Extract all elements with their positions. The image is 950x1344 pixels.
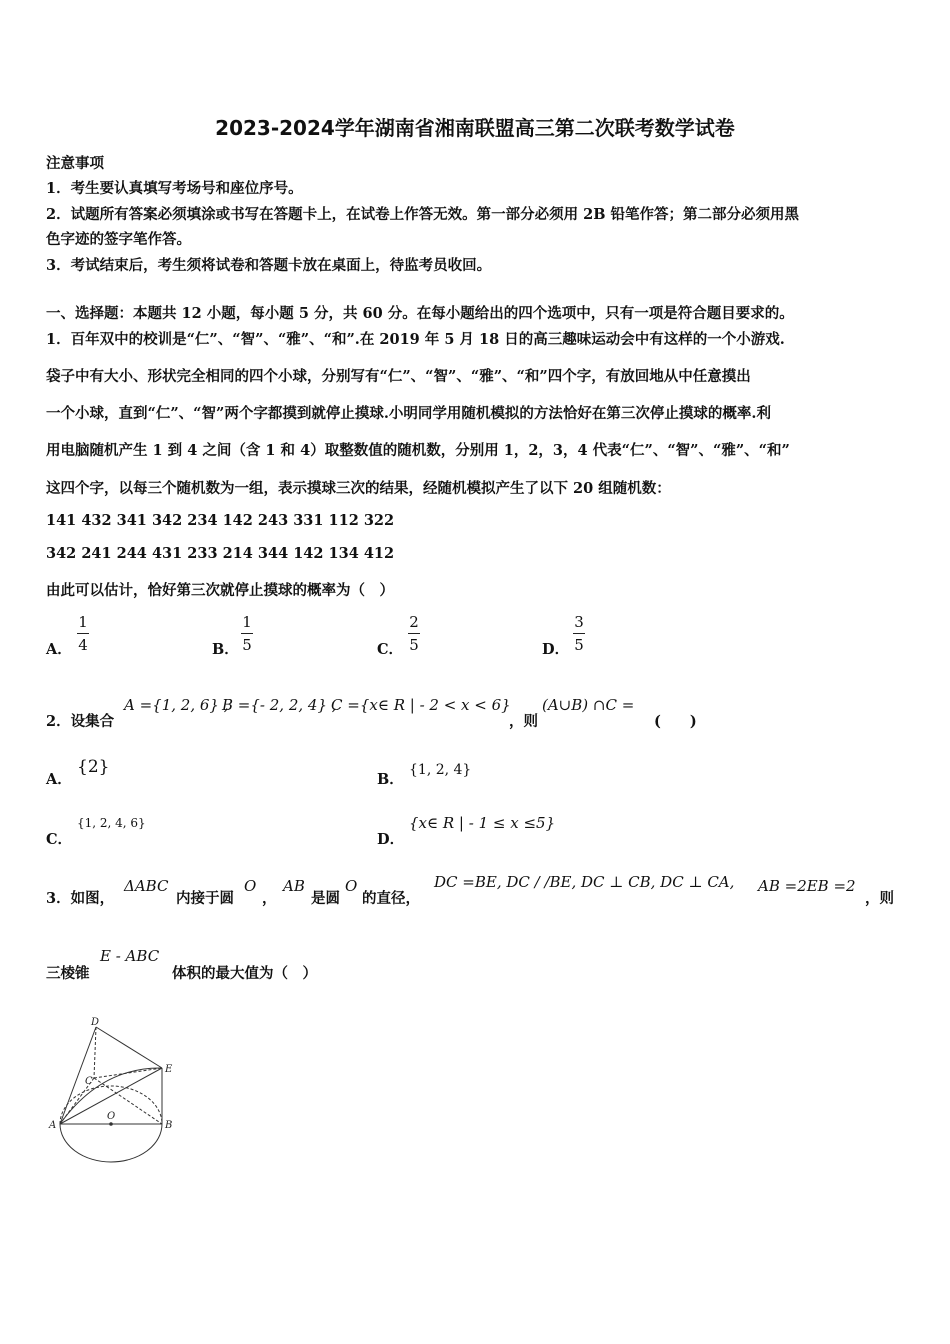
q1-line-2: 袋子中有大小、形状完全相同的四个小球，分别写有“仁”、“智”、“雅”、“和”四个字，有放回地从中任意摸出	[46, 368, 751, 385]
notice-item-1: 1．考生要认真填写考场号和座位序号。	[46, 180, 303, 197]
q3-text-1: 3．如图，	[46, 890, 115, 907]
q1-line-5: 这四个字，以每三个随机数为一组，表示摸球三次的结果，经随机模拟产生了以下 20 组随机数：	[46, 480, 671, 497]
q2-option-d-label: D．	[377, 831, 405, 848]
label-b: B	[165, 1120, 173, 1131]
q1-line-3: 一个小球，直到“仁”、“智”两个字都摸到就停止摸球.小明同学用随机模拟的方法恰好在第三次停止摸球的概率.利	[46, 405, 771, 422]
fraction-bar	[241, 633, 253, 634]
q1-random-numbers-1: 141 432 341 342 234 142 243 331 112 322	[46, 512, 395, 529]
label-o: O	[107, 1111, 116, 1122]
notice-item-2-cont: 色字迹的签字笔作答。	[46, 231, 191, 248]
q1-option-b-numerator: 1	[242, 613, 252, 631]
q3-math-conditions: DC =BE, DC / /BE, DC ⊥ CB, DC ⊥ CA,	[434, 873, 735, 891]
q1-line-1: 1．百年双中的校训是“仁”、“智”、“雅”、“和”.在 2019 年 5 月 18 日的高三趣味运动会中有这样的一个小游戏.	[46, 331, 785, 348]
notice-item-2: 2．试题所有答案必须填涂或书写在答题卡上，在试卷上作答无效。第一部分必须用 2B 铅笔作答；第二部分必须用黑	[46, 206, 800, 223]
q1-option-d-numerator: 3	[574, 613, 584, 631]
q2-prefix: 2．设集合	[46, 713, 115, 730]
notice-item-3: 3．考试结束后，考生须将试卷和答题卡放在桌面上，待监考员收回。	[46, 257, 492, 274]
page-title: 2023-2024学年湖南省湘南联盟高三第二次联考数学试卷	[215, 116, 735, 140]
q3-math-circle: O	[244, 877, 257, 895]
q1-option-b-denominator: 5	[242, 636, 252, 654]
q1-option-d-fraction	[573, 613, 585, 654]
segment-de	[96, 1027, 162, 1068]
section-heading: 一、选择题：本题共 12 小题，每小题 5 分，共 60 分。在每小题给出的四个选项中，只有一项是符合题目要求的。	[46, 305, 794, 322]
q1-line-4: 用电脑随机产生 1 到 4 之间（含 1 和 4）取整数值的随机数，分别用 1，2，3，4 代表“仁”、“智”、“雅”、“和”	[46, 442, 790, 459]
label-a: A	[49, 1120, 57, 1131]
q1-option-b-fraction	[241, 613, 253, 654]
q2-option-b-label: B．	[377, 771, 404, 788]
q2-option-c-value: {1, 2, 4, 6}	[77, 816, 146, 830]
fraction-bar	[77, 633, 89, 634]
q3-math-lengths: AB =2EB =2	[758, 877, 856, 895]
q2-option-c-label: C．	[46, 831, 73, 848]
segment-dc	[94, 1027, 96, 1078]
q3-math-ab: AB	[283, 877, 305, 895]
q3-text-2: 内接于圆	[176, 890, 234, 907]
circle-lower-arc	[60, 1124, 162, 1162]
q1-option-c-denominator: 5	[409, 636, 419, 654]
q3-geometry-figure	[46, 1012, 186, 1172]
q3-text-5: 的直径，	[362, 890, 420, 907]
fraction-bar	[408, 633, 420, 634]
q1-option-d-label: D．	[542, 641, 570, 658]
notice-heading: 注意事项	[46, 155, 104, 172]
q2-set-a: A ={1, 2, 6} ,	[124, 696, 229, 714]
q3-text-6: ，则	[865, 890, 894, 907]
label-e: E	[165, 1064, 173, 1075]
q2-option-d-value: {x∈ R | - 1 ≤ x ≤5}	[409, 814, 556, 832]
q3-math-pyramid: E - ABC	[100, 947, 160, 965]
q2-then: ，则	[509, 713, 538, 730]
center-point-o	[109, 1122, 113, 1126]
label-c: C	[85, 1076, 93, 1087]
q2-option-a-label: A．	[46, 771, 72, 788]
q2-set-b: B ={- 2, 2, 4} ,	[222, 696, 337, 714]
q1-option-d-denominator: 5	[574, 636, 584, 654]
q1-option-c-label: C．	[377, 641, 404, 658]
q1-question: 由此可以估计，恰好第三次就停止摸球的概率为（ ）	[46, 582, 394, 599]
q1-option-c-fraction	[408, 613, 420, 654]
q2-option-b-value: {1, 2, 4}	[409, 762, 472, 778]
q3-text-4: 是圆	[311, 890, 340, 907]
q1-option-a-denominator: 4	[78, 636, 88, 654]
segment-cb	[94, 1078, 162, 1124]
q3-text-7: 三棱锥	[46, 965, 90, 982]
q3-text-8: 体积的最大值为（ ）	[172, 965, 317, 982]
q3-math-triangle: ΔABC	[124, 877, 169, 895]
label-d: D	[91, 1017, 100, 1028]
q2-answer-paren: ( )	[654, 713, 697, 730]
q1-option-b-label: B．	[212, 641, 239, 658]
fraction-bar	[573, 633, 585, 634]
q1-option-a-fraction	[77, 613, 89, 654]
q1-option-c-numerator: 2	[409, 613, 419, 631]
q3-text-3: ，	[262, 890, 277, 907]
segment-ce	[94, 1068, 162, 1078]
q1-random-numbers-2: 342 241 244 431 233 214 344 142 134 412	[46, 545, 395, 562]
q3-math-circle-2: O	[345, 877, 358, 895]
q2-expression: (A∪B) ∩C =	[542, 696, 635, 714]
q2-set-c: C ={x∈ R | - 2 < x < 6}	[331, 696, 511, 714]
q1-option-a-label: A．	[46, 641, 72, 658]
q1-option-a-numerator: 1	[78, 613, 88, 631]
q2-option-a-value: {2}	[77, 757, 110, 777]
